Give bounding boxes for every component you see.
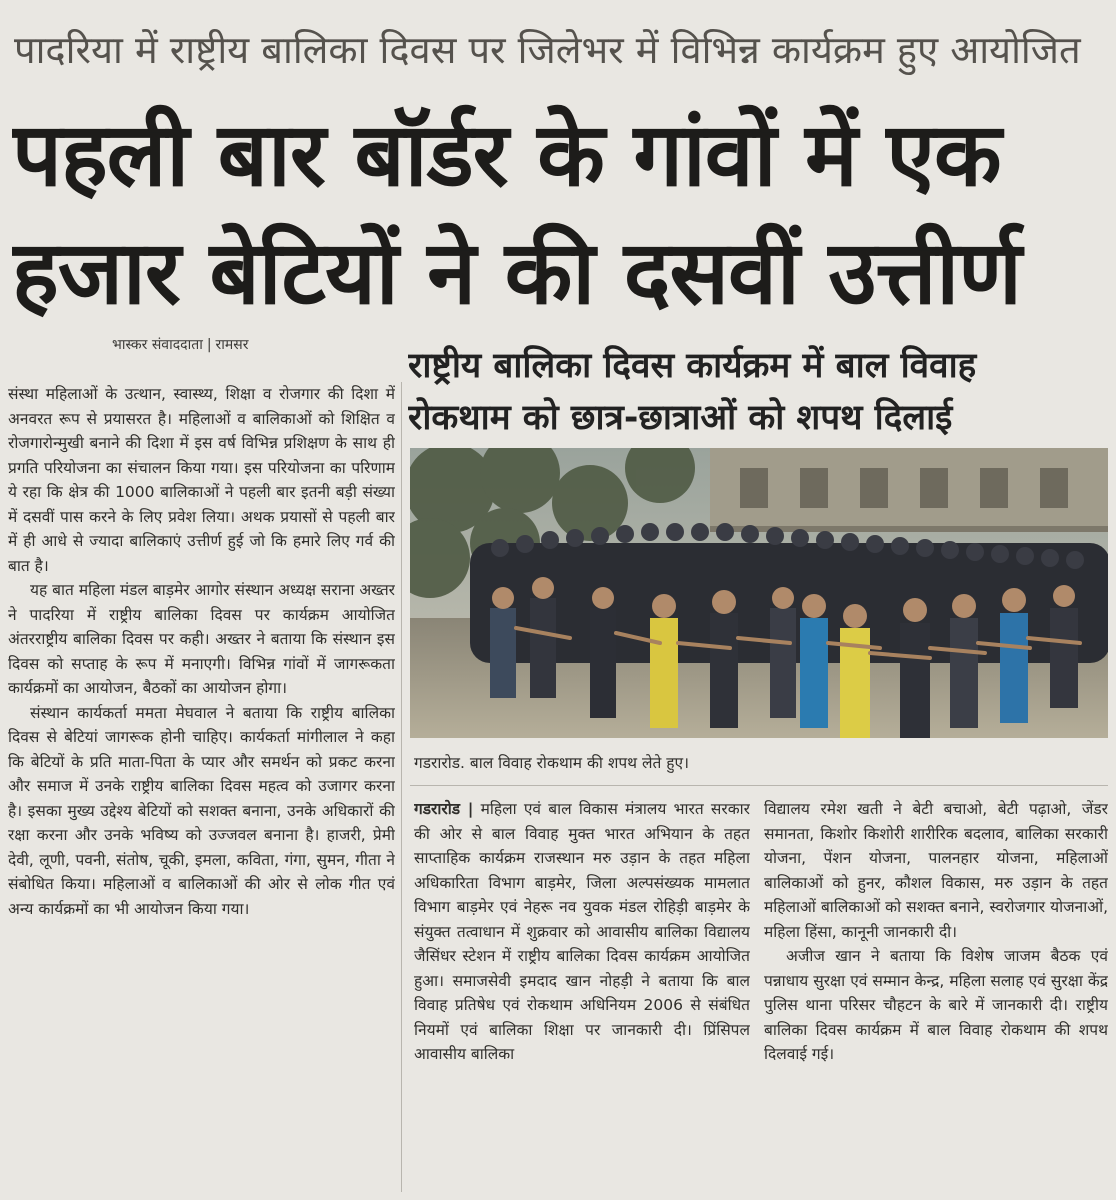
dateline: गडरारोड | <box>414 800 474 818</box>
headline-line-1: पहली बार बॉर्डर के गांवों में एक <box>12 103 1001 206</box>
left-paragraph-3: संस्थान कार्यकर्ता ममता मेघवाल ने बताया कि राष्ट्रीय बालिका दिवस से बेटियां जागरूक होनी चाहिए। कार्यकर्ता मांगीलाल ने कहा कि बेटियों के प्रति माता-पिता के प्यार और समर्थन को प्रकट करना और समाज में उनके राष्ट्रीय बालिका दिवस महत्व को उजागर करना है। इसका मुख्य उद्देश्य बेटियों को सशक्त बनाना, उनके अधिकारों की रक्षा करना और उनके भविष्य को उज्जवल बनाना है। हाजरी, प्रेमी देवी, लूणी, पवनी, संतोष, चूकी, इमला, कविता, गंगा, सुमन, गीता ने संबोधित किया। महिलाओं व बालिकाओं की ओर से लोक गीत एवं अन्य कार्यक्रमों का भी आयोजन किया गया। <box>8 703 395 918</box>
column-divider <box>401 382 402 1192</box>
left-column <box>8 382 395 1192</box>
students-oath-photo <box>410 448 1108 738</box>
middle-paragraph-text: महिला एवं बाल विकास मंत्रालय भारत सरकार की ओर से बाल विवाह मुक्त भारत अभियान के तहत साप्ताहिक कार्यक्रम राजस्थान मरु उड़ान के तहत महिला अधिकारिता विभाग बाड़मेर, जिला अल्पसंख्यक मामलात विभाग बाड़मेर एवं नेहरू नव युवक मंडल रोहिड़ी बाड़मेर के संयुक्त तत्वाधान में शुक्रवार को आवासीय बालिका विद्यालय जैसिंधर स्टेशन में राष्ट्रीय बालिका दिवस कार्यक्रम आयोजित हुआ। समाजसेवी इमदाद खान नोहड़ी ने बताया कि बाल विवाह प्रतिषेध एवं रोकथाम अधिनियम 2006 से संबंधित नियमों एवं बालिका शिक्षा पर जानकारी दी। प्रिंसिपल आवासीय बालिका <box>414 800 750 1063</box>
left-paragraph-2: यह बात महिला मंडल बाड़मेर आगोर संस्थान अध्यक्ष सराना अख्तर ने पादरिया में राष्ट्रीय बालिका दिवस पर कार्यक्रम आयोजित अंतरराष्ट्रीय बालिका दिवस पर कही। अख्तर ने बताया कि संस्थान इस दिवस को सप्ताह के रूप में मनाएगी। विभिन्न गांवों में जागरूकता कार्यक्रमों का आयोजन, बैठकों का आयोजन होगा। <box>8 581 395 697</box>
article-kicker: पादरिया में राष्ट्रीय बालिका दिवस पर जिलेभर में विभिन्न कार्यक्रम हुए आयोजित <box>14 28 1081 72</box>
headline-line-2: हजार बेटियों ने की दसवीं उत्तीर्ण <box>12 221 1021 324</box>
middle-paragraph <box>414 797 750 1067</box>
byline-place: रामसर <box>215 337 249 353</box>
subhead-line-1: राष्ट्रीय बालिका दिवस कार्यक्रम में बाल विवाह <box>408 346 977 386</box>
middle-column <box>414 797 750 1192</box>
byline-separator: | <box>206 337 212 353</box>
caption-rule <box>410 785 1108 786</box>
article-headline <box>12 96 1107 332</box>
article-subhead <box>408 340 1108 444</box>
subhead-line-2: रोकथाम को छात्र-छात्राओं को शपथ दिलाई <box>408 398 953 438</box>
right-paragraph-1: विद्यालय रमेश खती ने बेटी बचाओ, बेटी पढ़ाओ, जेंडर समानता, किशोर किशोरी शारीरिक बदलाव, बालिका सरकारी योजना, पेंशन योजना, पालनहार योजना, महिलाओं बालिकाओं को हुनर, कौशल विकास, मरु उड़ान के तहत महिलाओं बालिकाओं को सशक्त बनाने, स्वरोजगार योजनाओं, महिला हिंसा, कानूनी जानकारी दी। <box>764 800 1108 941</box>
right-paragraph-2: अजीज खान ने बताया कि विशेष जाजम बैठक एवं पन्नाधाय सुरक्षा एवं सम्मान केन्द्र, महिला सलाह एवं सुरक्षा केंद्र पुलिस थाना परिसर चौहटन के बारे में जानकारी दी। राष्ट्रीय बालिका दिवस कार्यक्रम में बाल विवाह रोकथाम की शपथ दिलवाई गई। <box>764 947 1108 1063</box>
byline <box>112 336 248 354</box>
right-column <box>764 797 1108 1192</box>
left-paragraph-1: संस्था महिलाओं के उत्थान, स्वास्थ्य, शिक्षा व रोजगार की दिशा में अनवरत रूप से प्रयासरत है। महिलाओं व बालिकाओं को शिक्षित व रोजगारोन्मुखी बनाने की दिशा में इस वर्ष विभिन्न प्रशिक्षण के साथ ही प्रगति परियोजना का संचालन किया गया। इस परियोजना का परिणाम ये रहा कि क्षेत्र की 1000 बालिकाओं ने पहली बार इतनी बड़ी संख्या में दसवीं पास करने के लिए प्रवेश लिया। अथक प्रयासों से पहली बार में ही आधे से ज्यादा बालिकाएं उत्तीर्ण हुई जो कि हमारे लिए गर्व की बात है। <box>8 385 395 575</box>
news-photo <box>410 448 1108 738</box>
photo-caption: गडरारोड. बाल विवाह रोकथाम की शपथ लेते हुए। <box>414 754 689 772</box>
byline-reporter: भास्कर संवाददाता <box>112 337 203 353</box>
